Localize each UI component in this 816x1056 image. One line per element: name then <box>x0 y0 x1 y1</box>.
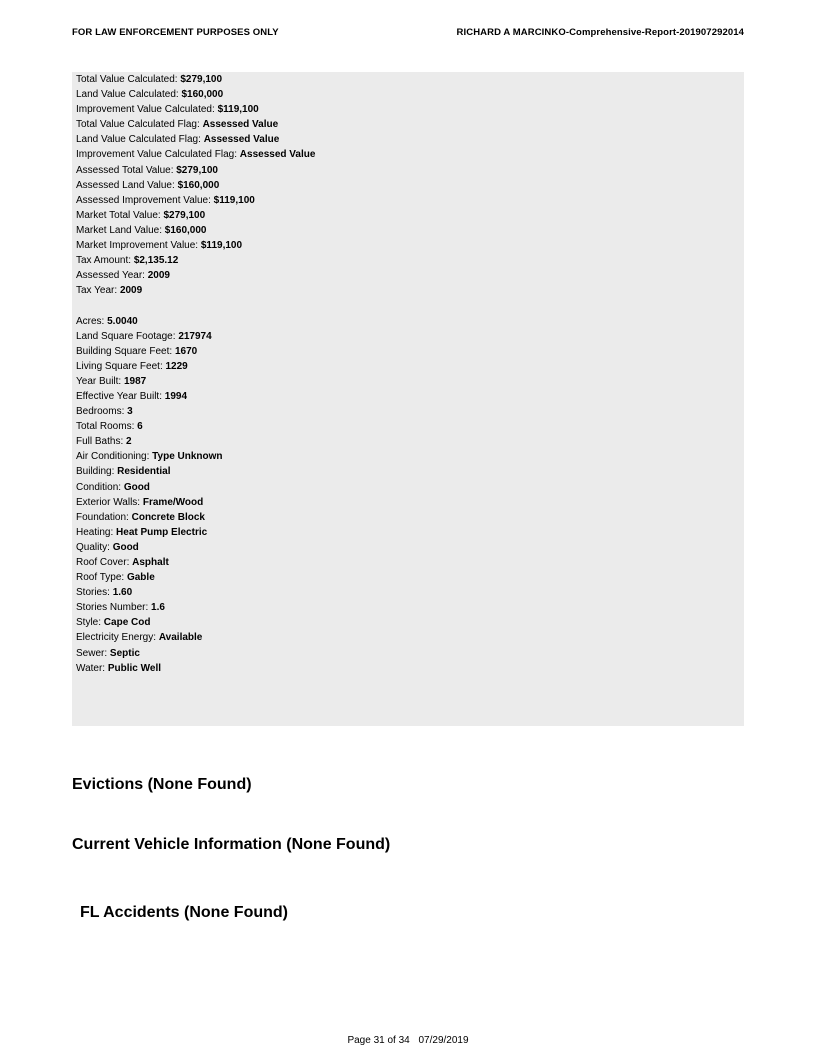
field-value: 1.60 <box>112 587 133 599</box>
field-value: Heat Pump Electric <box>116 526 208 538</box>
field-row <box>76 147 315 162</box>
field-value: $160,000 <box>181 89 224 101</box>
field-row <box>76 434 315 449</box>
field-label: Tax Year: <box>76 285 118 297</box>
field-label: Roof Type: <box>76 572 125 584</box>
field-label: Year Built: <box>76 375 122 387</box>
field-value: $2,135.12 <box>133 255 179 267</box>
field-row <box>76 374 315 389</box>
field-row <box>76 525 315 540</box>
report-title: RICHARD A MARCINKO-Comprehensive-Report-201907292014 <box>456 27 744 38</box>
field-label: Improvement Value Calculated Flag: <box>76 149 238 161</box>
field-value: Public Well <box>107 662 162 674</box>
field-row <box>76 449 315 464</box>
field-value: Cape Cod <box>103 617 151 629</box>
field-value: Septic <box>109 647 140 659</box>
field-row <box>76 419 315 434</box>
field-value: 1994 <box>164 390 188 402</box>
field-label: Assessed Total Value: <box>76 164 174 176</box>
field-label: Water: <box>76 662 106 674</box>
field-row <box>76 464 315 479</box>
field-value: Type Unknown <box>152 451 223 463</box>
property-values-list <box>76 72 315 298</box>
field-label: Roof Cover: <box>76 557 130 568</box>
field-value: $119,100 <box>217 104 259 116</box>
field-value: $279,100 <box>180 74 223 85</box>
field-value: Assessed Value <box>239 149 316 161</box>
field-row <box>76 630 315 645</box>
field-value: Asphalt <box>132 557 169 568</box>
field-row <box>76 102 315 117</box>
field-row <box>76 600 315 615</box>
field-value: $119,100 <box>200 240 243 252</box>
field-row <box>76 117 315 132</box>
field-label: Assessed Land Value: <box>76 179 175 191</box>
page-number: Page 31 of 34 <box>347 1035 410 1046</box>
field-row <box>76 238 315 253</box>
field-value: $119,100 <box>213 194 255 206</box>
field-label: Land Value Calculated Flag: <box>76 134 201 146</box>
field-value: Good <box>112 541 139 553</box>
field-value: Frame/Wood <box>142 496 204 508</box>
field-value: Residential <box>117 466 171 478</box>
field-label: Quality: <box>76 541 110 553</box>
field-label: Tax Amount: <box>76 255 132 267</box>
field-row <box>76 132 315 147</box>
field-row <box>76 87 315 102</box>
field-label: Bedrooms: <box>76 406 125 418</box>
field-row <box>76 585 315 600</box>
field-label: Total Rooms: <box>76 421 135 433</box>
field-row <box>76 283 315 298</box>
field-row <box>76 253 315 268</box>
field-label: Style: <box>76 617 102 629</box>
property-panel <box>72 72 744 726</box>
field-label: Living Square Feet: <box>76 360 163 372</box>
field-label: Market Land Value: <box>76 224 162 236</box>
field-row <box>76 163 315 178</box>
field-label: Land Square Footage: <box>76 330 176 342</box>
field-label: Foundation: <box>76 511 129 523</box>
field-label: Stories Number: <box>76 602 149 614</box>
field-label: Exterior Walls: <box>76 496 141 508</box>
field-row <box>76 495 315 510</box>
field-value: 2009 <box>147 270 170 282</box>
field-row <box>76 555 315 570</box>
field-value: $279,100 <box>176 164 218 176</box>
field-label: Building: <box>76 466 115 478</box>
field-label: Market Improvement Value: <box>76 240 199 252</box>
field-label: Assessed Improvement Value: <box>76 194 211 206</box>
field-row <box>76 314 315 329</box>
evictions-heading: Evictions (None Found) <box>72 776 252 793</box>
field-value: Assessed Value <box>203 134 280 146</box>
field-row <box>76 329 315 344</box>
field-value: 217974 <box>178 330 212 342</box>
field-value: $160,000 <box>177 179 220 191</box>
field-value: Gable <box>126 572 155 584</box>
field-label: Electricity Energy: <box>76 632 157 644</box>
field-row <box>76 646 315 661</box>
field-row <box>76 344 315 359</box>
field-value: Available <box>158 632 203 644</box>
field-value: Assessed Value <box>202 119 279 131</box>
field-row <box>76 268 315 283</box>
field-value: $279,100 <box>163 209 206 221</box>
property-rows <box>76 72 315 676</box>
page-footer <box>0 1035 816 1046</box>
field-label: Heating: <box>76 526 114 538</box>
vehicles-heading: Current Vehicle Information (None Found) <box>72 836 391 853</box>
report-date: 07/29/2019 <box>418 1035 469 1046</box>
field-value: $160,000 <box>164 224 207 236</box>
field-row <box>76 480 315 495</box>
field-label: Total Value Calculated Flag: <box>76 119 200 131</box>
field-value: 6 <box>137 421 143 433</box>
field-row <box>76 193 315 208</box>
field-label: Building Square Feet: <box>76 345 173 357</box>
field-row <box>76 72 315 87</box>
field-label: Effective Year Built: <box>76 390 162 402</box>
field-value: Concrete Block <box>131 511 205 523</box>
field-value: 2 <box>126 436 132 448</box>
field-value: 1670 <box>174 345 198 357</box>
field-row <box>76 208 315 223</box>
field-label: Market Total Value: <box>76 209 161 221</box>
field-value: Good <box>123 481 150 493</box>
field-label: Total Value Calculated: <box>76 74 178 85</box>
field-row <box>76 570 315 585</box>
field-label: Acres: <box>76 315 105 327</box>
field-row <box>76 661 315 676</box>
field-value: 2009 <box>119 285 143 297</box>
property-details-list <box>76 314 315 676</box>
field-label: Condition: <box>76 481 122 493</box>
field-label: Land Value Calculated: <box>76 89 179 101</box>
field-row <box>76 178 315 193</box>
accidents-heading: FL Accidents (None Found) <box>80 904 288 921</box>
field-label: Sewer: <box>76 647 108 659</box>
field-label: Assessed Year: <box>76 270 145 282</box>
field-value: 1.6 <box>151 602 165 614</box>
header-left: FOR LAW ENFORCEMENT PURPOSES ONLY <box>72 27 279 38</box>
field-row <box>76 359 315 374</box>
field-value: 1987 <box>124 375 147 387</box>
field-label: Full Baths: <box>76 436 124 448</box>
field-row <box>76 615 315 630</box>
field-row <box>76 540 315 555</box>
field-value: 1229 <box>165 360 188 372</box>
field-label: Air Conditioning: <box>76 451 150 463</box>
field-row <box>76 510 315 525</box>
field-row <box>76 404 315 419</box>
field-row <box>76 389 315 404</box>
field-value: 5.0040 <box>107 315 138 327</box>
spacer <box>76 298 315 313</box>
field-row <box>76 223 315 238</box>
field-label: Improvement Value Calculated: <box>76 104 215 116</box>
field-value: 3 <box>127 406 133 418</box>
field-label: Stories: <box>76 587 110 599</box>
